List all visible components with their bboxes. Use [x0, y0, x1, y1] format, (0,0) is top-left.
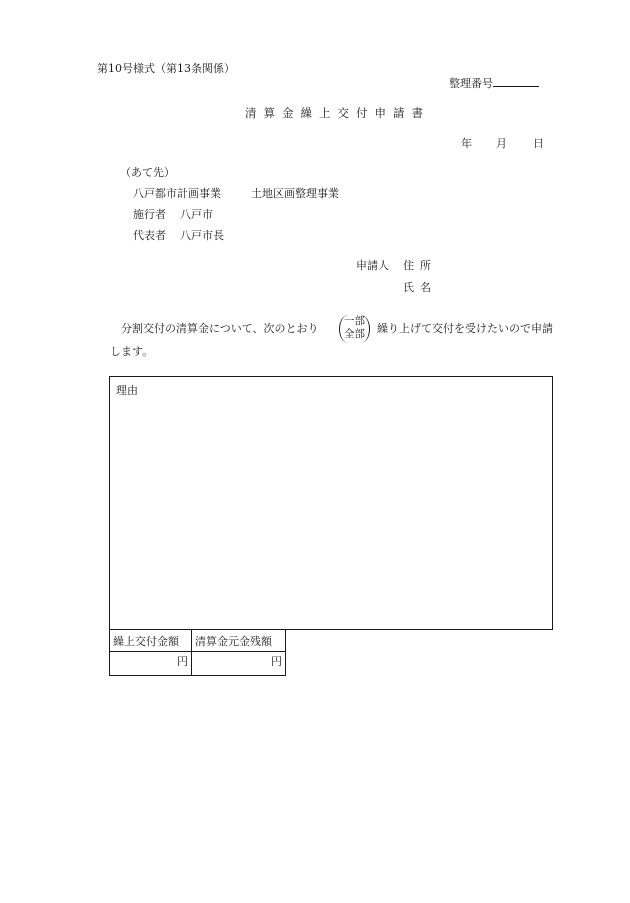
reference-number — [449, 75, 539, 91]
amounts-header-row — [110, 630, 286, 652]
body-text-part2: 繰り上げて交付を受けたいので申請 — [377, 322, 553, 335]
form-number: 第10号様式（第13条関係） — [97, 62, 235, 75]
date-year-label: 年 — [461, 137, 472, 150]
advance-amount-cell[interactable]: 円 — [110, 652, 192, 676]
partial-full-option-bracket — [339, 315, 370, 343]
reason-label: 理由 — [116, 384, 138, 397]
project-name: 土地区画整理事業 — [251, 187, 339, 200]
addressee-heading: （あて先） — [120, 166, 175, 179]
document-title: 清算金繰上交付申請書 — [245, 106, 430, 120]
operator-value: 八戸市 — [180, 208, 213, 221]
operator-label: 施行者 — [133, 208, 166, 221]
remaining-principal-header: 清算金元金残額 — [192, 630, 286, 652]
applicant-label: 申請人 — [356, 259, 389, 272]
reference-number-blank — [493, 75, 539, 87]
date-day-label: 日 — [533, 137, 544, 150]
advance-amount-header: 繰上交付金額 — [110, 630, 192, 652]
remaining-principal-cell[interactable]: 円 — [192, 652, 286, 676]
body-text-part1: 分割交付の清算金について、次のとおり — [121, 322, 319, 335]
option-full: 全部 — [344, 328, 365, 340]
body-text-part3: します。 — [110, 345, 154, 358]
representative-value: 八戸市長 — [180, 229, 224, 242]
reference-number-label: 整理番号 — [449, 77, 493, 90]
project-city: 八戸都市計画事業 — [133, 187, 221, 200]
option-partial: 一部 — [344, 315, 365, 327]
amounts-value-row — [110, 652, 286, 676]
reason-box[interactable] — [109, 376, 553, 630]
amounts-table — [109, 629, 286, 676]
representative-label: 代表者 — [133, 229, 166, 242]
applicant-address-label: 住所 — [403, 259, 437, 272]
applicant-name-label: 氏名 — [403, 281, 437, 294]
date-month-label: 月 — [496, 137, 507, 150]
